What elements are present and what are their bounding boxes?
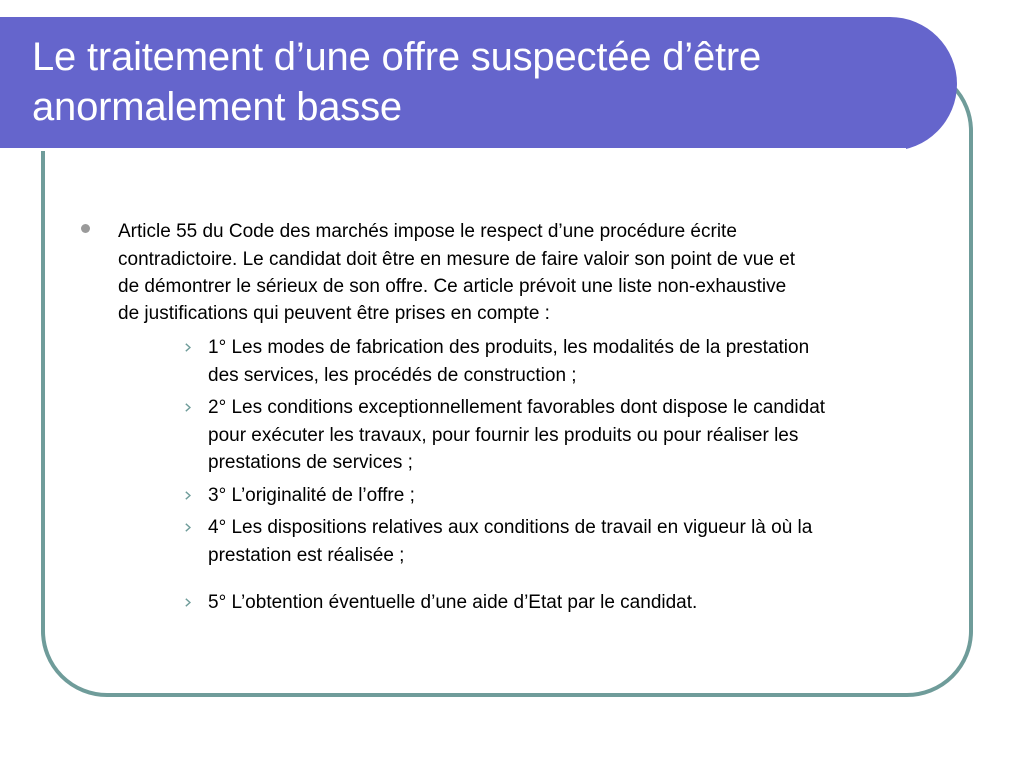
title-line-2: anormalement basse [32, 85, 402, 129]
main-bullet-line: de justifications qui peuvent être prises en compte : [118, 303, 550, 324]
sub-item-line: 2° Les conditions exceptionnellement favorables dont dispose le candidat [208, 397, 826, 418]
main-bullet-line: de démontrer le sérieux de son offre. Ce article prévoit une liste non-exhaustive [118, 276, 787, 297]
title-line-1: Le traitement d’une offre suspectée d’être [32, 35, 762, 79]
chevron-right-icon [185, 491, 191, 500]
chevron-right-icon [185, 598, 191, 607]
sub-item-line: des services, les procédés de construction ; [208, 365, 577, 386]
main-bullet-line: contradictoire. Le candidat doit être en mesure de faire valoir son point de vue et [118, 249, 796, 270]
sub-item-line: 3° L’originalité de l’offre ; [208, 485, 415, 506]
chevron-right-icon [185, 403, 191, 412]
chevron-right-icon [185, 523, 191, 532]
sub-item-line: 1° Les modes de fabrication des produits, les modalités de la prestation [208, 337, 810, 358]
sub-item-line: 5° L’obtention éventuelle d’une aide d’Etat par le candidat. [208, 592, 698, 613]
sub-item-line: prestations de services ; [208, 452, 413, 473]
main-bullet-line: Article 55 du Code des marchés impose le respect d’une procédure écrite [118, 221, 737, 242]
main-bullet-icon [81, 224, 90, 233]
chevron-right-icon [185, 343, 191, 352]
sub-item-line: pour exécuter les travaux, pour fournir les produits ou pour réaliser les [208, 425, 799, 446]
sub-item-line: prestation est réalisée ; [208, 545, 405, 566]
sub-item-line: 4° Les dispositions relatives aux conditions de travail en vigueur là où la [208, 517, 813, 538]
